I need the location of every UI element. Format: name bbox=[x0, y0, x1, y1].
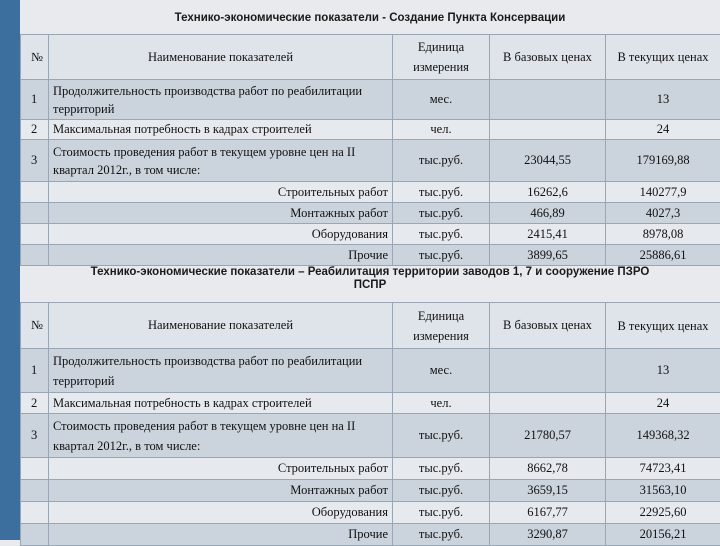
row-current: 13 bbox=[606, 80, 720, 120]
row-num: 1 bbox=[21, 349, 49, 393]
header-base-prices: В базовых ценах bbox=[490, 303, 606, 349]
table-1-title: Технико-экономические показатели - Создание Пункта Консервации bbox=[20, 12, 720, 25]
row-base: 3659,15 bbox=[490, 480, 606, 502]
row-current: 20156,21 bbox=[606, 524, 720, 546]
row-base: 466,89 bbox=[490, 203, 606, 224]
row-name: Максимальная потребность в кадрах строителей bbox=[49, 393, 393, 414]
row-num: 3 bbox=[21, 414, 49, 458]
row-current: 25886,61 bbox=[606, 245, 720, 266]
table-2-title: Технико-экономические показатели – Реабилитация территории заводов 1, 7 и сооружение ПЗРО ПСПР bbox=[20, 266, 720, 292]
table-row bbox=[21, 224, 720, 245]
table-row bbox=[21, 182, 720, 203]
row-unit: тыс.руб. bbox=[393, 524, 490, 546]
row-unit: чел. bbox=[393, 120, 490, 140]
table-row bbox=[21, 393, 720, 414]
row-num bbox=[21, 458, 49, 480]
row-name: Прочие bbox=[49, 245, 393, 266]
row-name: Стоимость проведения работ в текущем уровне цен на II квартал 2012г., в том числе: bbox=[49, 140, 393, 182]
row-name: Продолжительность производства работ по реабилитации территорий bbox=[49, 80, 393, 120]
row-name: Строительных работ bbox=[49, 182, 393, 203]
left-accent-band bbox=[0, 0, 20, 540]
header-num: № bbox=[21, 303, 49, 349]
header-current-prices: В текущих ценах bbox=[606, 35, 720, 80]
table-2-header-row bbox=[21, 303, 720, 349]
row-base bbox=[490, 120, 606, 140]
row-name: Оборудования bbox=[49, 224, 393, 245]
table-row bbox=[21, 245, 720, 266]
row-current: 31563,10 bbox=[606, 480, 720, 502]
row-current: 74723,41 bbox=[606, 458, 720, 480]
row-base: 3899,65 bbox=[490, 245, 606, 266]
header-current-prices: В текущих ценах bbox=[606, 303, 720, 349]
row-unit: мес. bbox=[393, 349, 490, 393]
row-name: Оборудования bbox=[49, 502, 393, 524]
row-unit: тыс.руб. bbox=[393, 502, 490, 524]
header-name: Наименование показателей bbox=[49, 303, 393, 349]
row-current: 13 bbox=[606, 349, 720, 393]
header-name: Наименование показателей bbox=[49, 35, 393, 80]
row-num: 1 bbox=[21, 80, 49, 120]
row-base: 8662,78 bbox=[490, 458, 606, 480]
table-row bbox=[21, 349, 720, 393]
row-current: 8978,08 bbox=[606, 224, 720, 245]
table-row bbox=[21, 414, 720, 458]
row-unit: мес. bbox=[393, 80, 490, 120]
row-num bbox=[21, 182, 49, 203]
row-base: 6167,77 bbox=[490, 502, 606, 524]
table-row bbox=[21, 80, 720, 120]
row-name: Монтажных работ bbox=[49, 203, 393, 224]
table-row bbox=[21, 458, 720, 480]
row-current: 140277,9 bbox=[606, 182, 720, 203]
row-num bbox=[21, 524, 49, 546]
row-current: 22925,60 bbox=[606, 502, 720, 524]
table-1-header-row bbox=[21, 35, 720, 80]
row-unit: тыс.руб. bbox=[393, 480, 490, 502]
table-row bbox=[21, 524, 720, 546]
row-num bbox=[21, 245, 49, 266]
row-current: 24 bbox=[606, 393, 720, 414]
table-1 bbox=[20, 34, 720, 266]
table-2 bbox=[20, 302, 720, 546]
row-base bbox=[490, 393, 606, 414]
row-num bbox=[21, 480, 49, 502]
row-base: 2415,41 bbox=[490, 224, 606, 245]
row-name: Монтажных работ bbox=[49, 480, 393, 502]
row-num bbox=[21, 502, 49, 524]
row-num: 3 bbox=[21, 140, 49, 182]
row-current: 24 bbox=[606, 120, 720, 140]
row-name: Прочие bbox=[49, 524, 393, 546]
header-base-prices: В базовых ценах bbox=[490, 35, 606, 80]
row-unit: тыс.руб. bbox=[393, 224, 490, 245]
row-unit: тыс.руб. bbox=[393, 203, 490, 224]
table-row bbox=[21, 502, 720, 524]
header-num: № bbox=[21, 35, 49, 80]
row-base: 3290,87 bbox=[490, 524, 606, 546]
row-unit: тыс.руб. bbox=[393, 140, 490, 182]
row-num: 2 bbox=[21, 393, 49, 414]
row-num bbox=[21, 203, 49, 224]
row-base: 16262,6 bbox=[490, 182, 606, 203]
row-num: 2 bbox=[21, 120, 49, 140]
header-unit: Единица измерения bbox=[393, 303, 490, 349]
row-unit: тыс.руб. bbox=[393, 245, 490, 266]
row-base bbox=[490, 80, 606, 120]
row-base: 21780,57 bbox=[490, 414, 606, 458]
row-current: 149368,32 bbox=[606, 414, 720, 458]
table-row bbox=[21, 203, 720, 224]
row-current: 179169,88 bbox=[606, 140, 720, 182]
row-name: Стоимость проведения работ в текущем уровне цен на II квартал 2012г., в том числе: bbox=[49, 414, 393, 458]
row-name: Продолжительность производства работ по реабилитации территорий bbox=[49, 349, 393, 393]
table-row bbox=[21, 140, 720, 182]
row-base bbox=[490, 349, 606, 393]
row-base: 23044,55 bbox=[490, 140, 606, 182]
row-name: Строительных работ bbox=[49, 458, 393, 480]
table-row bbox=[21, 480, 720, 502]
header-unit: Единица измерения bbox=[393, 35, 490, 80]
row-unit: тыс.руб. bbox=[393, 458, 490, 480]
row-unit: тыс.руб. bbox=[393, 182, 490, 203]
table-row bbox=[21, 120, 720, 140]
row-name: Максимальная потребность в кадрах строителей bbox=[49, 120, 393, 140]
row-unit: чел. bbox=[393, 393, 490, 414]
row-unit: тыс.руб. bbox=[393, 414, 490, 458]
row-num bbox=[21, 224, 49, 245]
row-current: 4027,3 bbox=[606, 203, 720, 224]
